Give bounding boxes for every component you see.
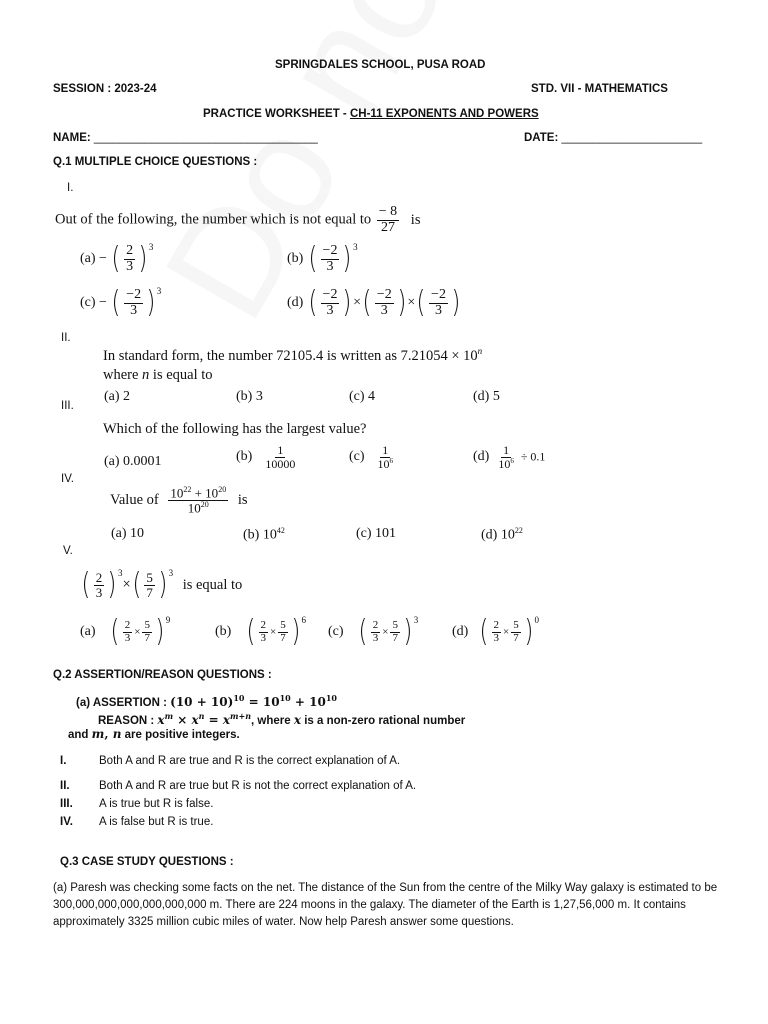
q2-assertion: (a) ASSERTION : $(10 + 10)^{10} = 10^{10} + 10^{10}$ — [76, 693, 337, 709]
q1-iv-option-a: (a) 10 — [111, 526, 145, 541]
q1-heading: Q.1 MULTIPLE CHOICE QUESTIONS : — [53, 156, 258, 168]
q2-reason: REASON : $x^m \times x^n = x^{m+n}$, where x is a non-zero rational number — [98, 711, 466, 727]
q3-case-paragraph: (a) Paresh was checking some facts on the net. The distance of the Sun from the centre of the Milky Way galaxy is estimated to be 300,000,000,000,000,000,000 m. There are 224 moons in the galaxy. The diameter of the Earth is 1,27,56,000 m. It contains approximately 3325 million cubic miles of water. Now help Paresh answer some questions. — [53, 882, 718, 928]
date-label: DATE: — [524, 132, 559, 144]
q1-iii-option-b: (b) $\frac{1}{10000}$ — [236, 443, 296, 471]
worksheet-prefix: PRACTICE WORKSHEET - — [203, 108, 350, 120]
q1-iv-question: Value of $\frac{10^{22} + 10^{20}}{10^{20}}$ is — [110, 485, 248, 516]
q1-ii-option-c: (c) 4 — [349, 389, 376, 404]
q2-option-1: I. Both A and R are true and R is the correct explanation of A. — [60, 755, 401, 767]
q1-ii-option-d: (d) 5 — [473, 389, 500, 404]
q1-ii-line1: In standard form, the number 72105.4 is written as $7.21054 \times 10^n$ — [103, 346, 483, 364]
name-field — [53, 132, 318, 144]
q1-i-text: Out of the following, the number which is not equal to — [55, 211, 372, 228]
session-label: SESSION : 2023-24 — [53, 83, 157, 95]
name-line: ___________________________________ — [93, 132, 318, 144]
q1-v-option-d: (d) ( $\frac{2}{3}$ × $\frac{5}{7}$ ) $^0$ — [452, 614, 539, 649]
q1-iii-option-a: (a) 0.0001 — [104, 454, 162, 469]
worksheet-title — [203, 108, 539, 120]
q1-iv-number: IV. — [61, 473, 75, 485]
q1-ii-line2: where n is equal to — [103, 367, 213, 383]
q1-v-number: V. — [63, 545, 73, 557]
q1-v-option-a: (a) ( $\frac{2}{3}$ × $\frac{5}{7}$ ) $^9$ — [80, 614, 171, 649]
q1-iv-option-d: (d) $10^{22}$ — [481, 526, 523, 543]
q1-v-question: ( $\frac{2}{3}$ ) $^3$ × ( $\frac{5}{7}$ ) $^3$ is equal to — [81, 567, 243, 602]
q1-ii-option-a: (a) 2 — [104, 389, 131, 404]
q1-iii-option-d: (d) $\frac{1}{10^6}$ ÷ 0.1 — [473, 443, 546, 471]
q1-i-option-b: (b) ( $\frac{-2}{3}$ ) $^3$ — [287, 241, 358, 277]
q1-iii-text: Which of the following has the largest value? — [103, 421, 367, 437]
q1-iii-number: III. — [61, 400, 74, 412]
q2-option-4: IV. A is false but R is true. — [60, 816, 214, 828]
q1-v-option-b: (b) ( $\frac{2}{3}$ × $\frac{5}{7}$ ) $^6$ — [215, 614, 306, 649]
class-subject-label: STD. VII - MATHEMATICS — [531, 83, 668, 95]
name-label: NAME: — [53, 132, 91, 144]
q1-i-option-c: (c) − ( $\frac{-2}{3}$ ) $^3$ — [80, 285, 162, 321]
q1-i-option-a: (a) − ( $\frac{2}{3}$ ) $^3$ — [80, 241, 154, 277]
q2-heading: Q.2 ASSERTION/REASON QUESTIONS : — [53, 669, 272, 681]
q1-ii-option-b: (b) 3 — [236, 389, 263, 404]
q2-option-2: II. Both A and R are true but R is not the correct explanation of A. — [60, 780, 417, 792]
q1-v-option-c: (c) ( $\frac{2}{3}$ × $\frac{5}{7}$ ) $^3$ — [328, 614, 419, 649]
q1-i-option-d: (d) ( $\frac{-2}{3}$ ) × ( $\frac{-2}{3}$ ) × ( $\frac{-2}{3}$ ) — [287, 285, 461, 321]
worksheet-chapter: CH-11 EXPONENTS AND POWERS — [349, 108, 539, 120]
date-field — [524, 132, 702, 144]
q3-heading: Q.3 CASE STUDY QUESTIONS : — [60, 856, 234, 868]
q1-i-suffix: is — [410, 211, 421, 228]
q1-iii-option-c: (c) $\frac{1}{10^6}$ — [349, 443, 394, 471]
q2-reason-line2: and m, n are positive integers. — [68, 727, 240, 741]
date-line: ______________________ — [561, 132, 703, 144]
q1-i-number: I. — [67, 182, 74, 194]
q1-iv-option-c: (c) 101 — [356, 526, 397, 541]
q1-i-fraction: $\frac{- 8}{27}$ — [378, 204, 398, 235]
q2-option-3: III. A is true but R is false. — [60, 798, 214, 810]
q1-ii-number: II. — [61, 332, 71, 344]
school-name: SPRINGDALES SCHOOL, PUSA ROAD — [275, 59, 486, 71]
q1-iv-option-b: (b) $10^{42}$ — [243, 526, 285, 543]
q1-i-question — [55, 205, 420, 235]
